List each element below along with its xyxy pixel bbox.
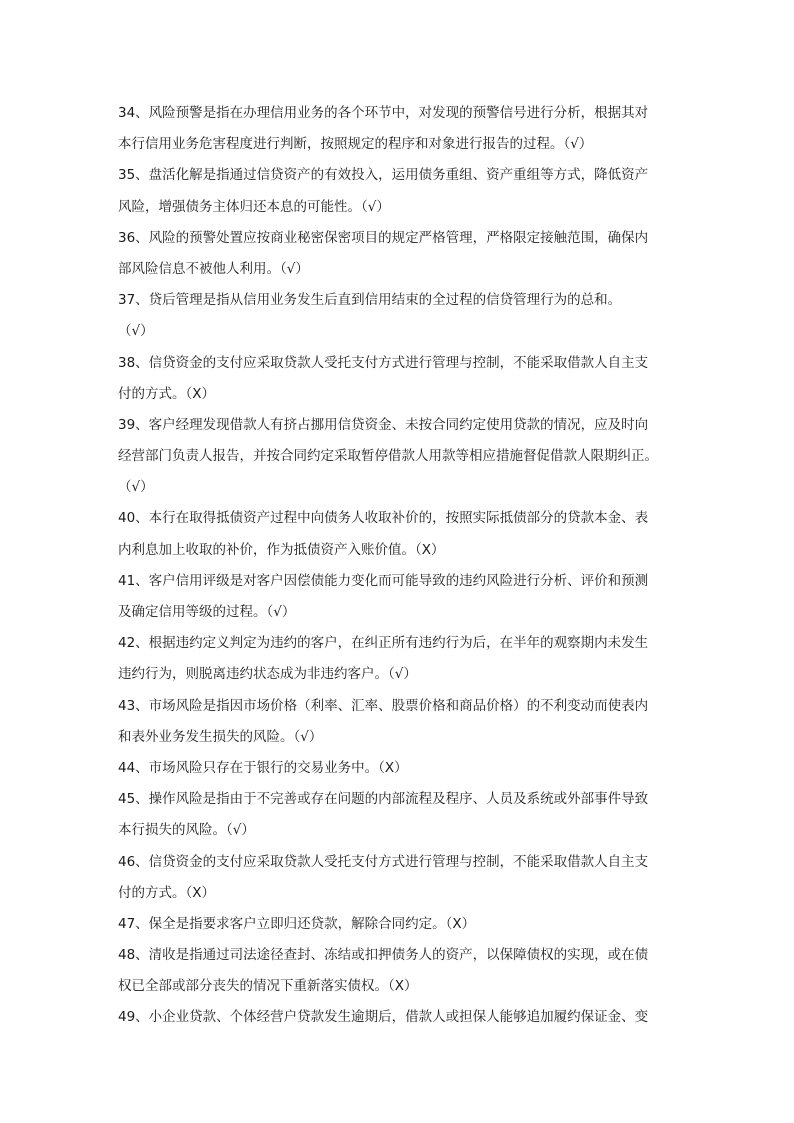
- text-line-18: 42、根据违约定义判定为违约的客户，在纠正所有违约行为后，在半年的观察期内未发生: [118, 635, 649, 652]
- text-line-12: 经营部门负责人报告，并按合同约定采取暂停借款人用款等相应措施督促借款人限期纠正。: [118, 448, 658, 465]
- text-line-21: 和表外业务发生损失的风险。（√）: [118, 728, 323, 745]
- text-line-1: 34、风险预警是指在办理信用业务的各个环节中，对发现的预警信号进行分析，根据其对: [118, 105, 649, 121]
- text-line-16: 41、客户信用评级是对客户因偿债能力变化而可能导致的违约风险进行分析、评价和预测: [118, 572, 649, 589]
- text-line-17: 及确定信用等级的过程。（√）: [118, 604, 296, 620]
- text-line-4: 风险，增强债务主体归还本息的可能性。（√）: [118, 198, 390, 215]
- text-line-11: 39、客户经理发现借款人有挤占挪用信贷资金、未按合同约定使用贷款的情况，应及时向: [118, 416, 649, 433]
- text-line-10: 付的方式。（X）: [118, 385, 215, 402]
- text-line-8: （√）: [118, 323, 154, 340]
- text-line-20: 43、市场风险是指因市场价格（利率、汇率、股票价格和商品价格）的不利变动而使表内: [118, 697, 649, 714]
- text-line-14: 40、本行在取得抵债资产过程中向债务人收取补价的，按照实际抵债部分的贷款本金、表: [118, 510, 649, 527]
- text-line-25: 46、信贷资金的支付应采取贷款人受托支付方式进行管理与控制，不能采取借款人自主支: [118, 853, 649, 870]
- text-line-22: 44、市场风险只存在于银行的交易业务中。（X）: [118, 759, 408, 776]
- text-line-28: 48、清收是指通过司法途径查封、冻结或扣押债务人的资产，以保障债权的实现，或在债: [118, 947, 649, 964]
- text-line-23: 45、操作风险是指由于不完善或存在问题的内部流程及程序、人员及系统或外部事件导致: [118, 791, 649, 808]
- text-line-13: （√）: [118, 479, 154, 496]
- text-line-26: 付的方式。（X）: [118, 884, 215, 901]
- text-line-9: 38、信贷资金的支付应采取贷款人受托支付方式进行管理与控制，不能采取借款人自主支: [118, 354, 649, 371]
- text-line-19: 违约行为，则脱离违约状态成为非违约客户。（√）: [118, 666, 417, 683]
- text-line-7: 37、贷后管理是指从信用业务发生后直到信用结束的全过程的信贷管理行为的总和。: [118, 292, 622, 309]
- text-line-2: 本行信用业务危害程度进行判断，按照规定的程序和对象进行报告的过程。（√）: [118, 136, 593, 153]
- text-line-5: 36、风险的预警处置应按商业秘密保密项目的规定严格管理，严格限定接触范围，确保内: [118, 229, 649, 246]
- text-line-6: 部风险信息不被他人利用。（√）: [118, 260, 309, 277]
- text-line-15: 内利息加上收取的补价，作为抵债资产入账价值。（X）: [118, 541, 445, 558]
- text-line-30: 49、小企业贷款、个体经营户贷款发生逾期后，借款人或担保人能够追加履约保证金、变: [118, 1009, 649, 1026]
- document-body: [118, 98, 678, 1034]
- text-line-3: 35、盘活化解是指通过信贷资产的有效投入，运用债务重组、资产重组等方式，降低资产: [118, 167, 649, 184]
- text-line-29: 权已全部或部分丧失的情况下重新落实债权。（X）: [118, 978, 418, 995]
- text-line-24: 本行损失的风险。（√）: [118, 822, 255, 839]
- text-line-27: 47、保全是指要求客户立即归还贷款，解除合同约定。（X）: [118, 915, 476, 932]
